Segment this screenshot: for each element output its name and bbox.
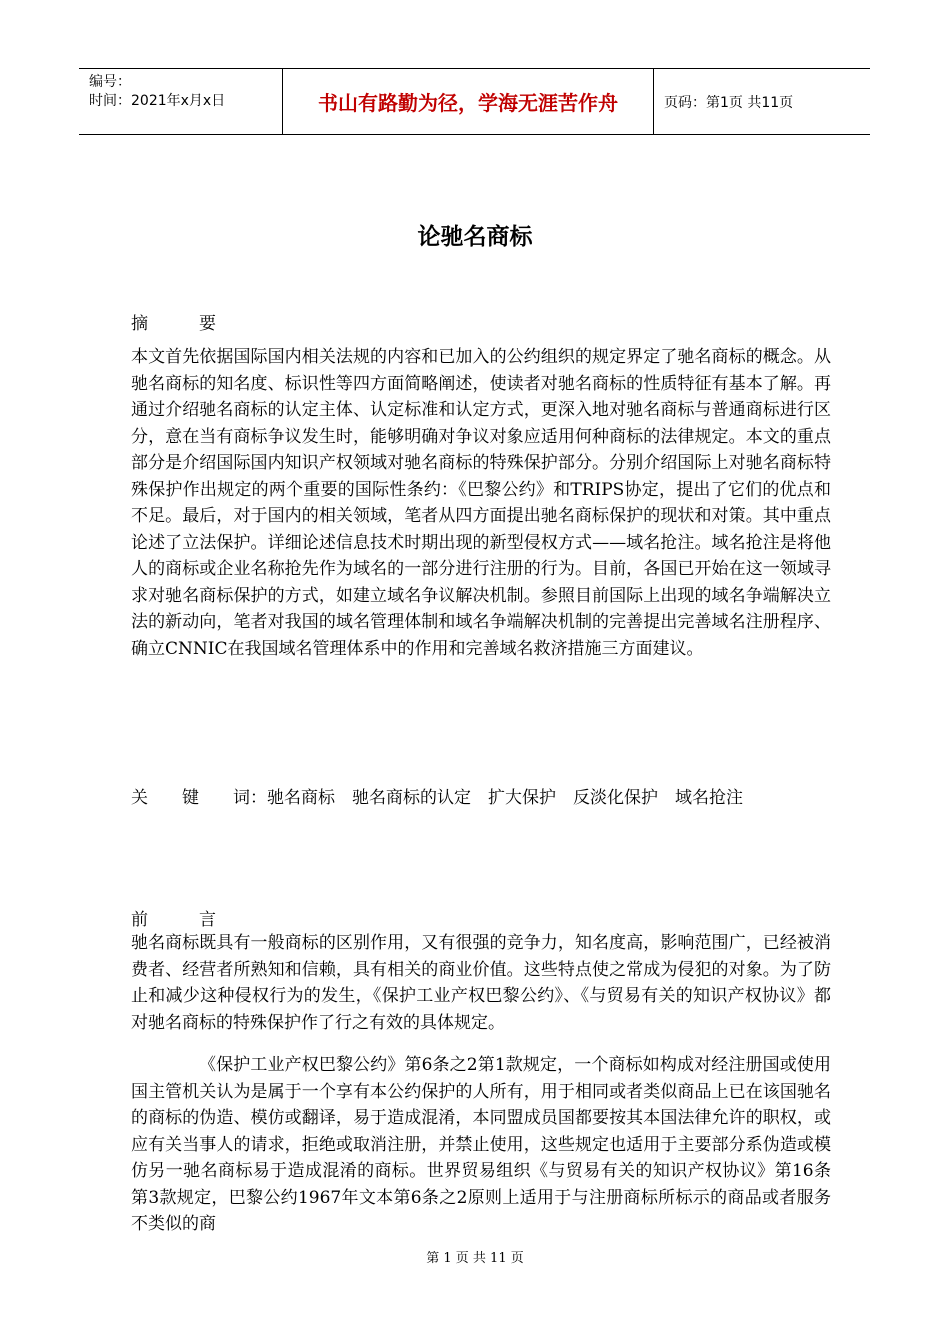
preface-paragraph-1: 驰名商标既具有一般商标的区别作用，又有很强的竞争力，知名度高，影响范围广，已经被消费者、经营者所熟知和信赖，具有相关的商业价值。这些特点使之常成为侵犯的对象。为了防止和减少这种侵权行为的发生，《保护工业产权巴黎公约》、《与贸易有关的知识产权协议》都对驰名商标的特殊保护作了行之有效的具体规定。 xyxy=(131,933,831,1033)
document-title: 论驰名商标 xyxy=(417,224,533,250)
header-page-info: 页码：第1页 共11页 xyxy=(664,94,794,111)
preface-paragraph-2: 《保护工业产权巴黎公约》第6条之2第1款规定，一个商标如构成对经注册国或使用国主管机关认为是属于一个享有本公约保护的人所有，用于相同或者类似商品上已在该国驰名的商标的伪造、模仿或翻译，易于造成混淆，本同盟成员国都要按其本国法律允许的职权，或应有关当事人的请求，拒绝或取消注册，并禁止使用，这些规定也适用于主要部分系伪造或模仿另一驰名商标易于造成混淆的商标。世界贸易组织《与贸易有关的知识产权协议》第16条第3款规定，巴黎公约1967年文本第6条之2原则上适用于与注册商标所标示的商品或者服务不类似的商 xyxy=(131,1055,831,1234)
abstract-text: 本文首先依据国际国内相关法规的内容和已加入的公约组织的规定界定了驰名商标的概念。从驰名商标的知名度、标识性等四方面简略阐述，使读者对驰名商标的性质特征有基本了解。再通过介绍驰名商标的认定主体、认定标准和认定方式，更深入地对驰名商标与普通商标进行区分，意在当有商标争议发生时，能够明确对争议对象应适用何种商标的法律规定。本文的重点部分是介绍国际国内知识产权领域对驰名商标的特殊保护部分。分别介绍国际上对驰名商标特殊保护作出规定的两个重要的国际性条约：《巴黎公约》和TRIPS协定，提出了它们的优点和不足。最后，对于国内的相关领域，笔者从四方面提出驰名商标保护的现状和对策。其中重点论述了立法保护。详细论述信息技术时期出现的新型侵权方式——域名抢注。域名抢注是将他人的商标或企业名称抢先作为域名的一部分进行注册的行为。目前，各国已开始在这一领域寻求对驰名商标保护的方式，如建立域名争议解决机制。参照目前国际上出现的域名争端解决立法的新动向，笔者对我国的域名管理体制和域名争端解决机制的完善提出完善域名注册程序、确立CNNIC在我国域名管理体系中的作用和完善域名救济措施三方面建议。 xyxy=(131,347,831,659)
header-table xyxy=(79,68,870,135)
keywords-line: 关 键 词：驰名商标 驰名商标的认定 扩大保护 反淡化保护 域名抢注 xyxy=(131,788,743,808)
page-footer: 第 1 页 共 11 页 xyxy=(426,1251,524,1266)
header-meta xyxy=(79,69,283,134)
preface-heading: 前 言 xyxy=(131,910,216,930)
abstract-heading: 摘 要 xyxy=(131,314,216,334)
number-label: 编号： xyxy=(89,74,131,90)
time-label: 时间：2021年x月x日 xyxy=(89,93,226,109)
header-motto: 书山有路勤为径，学海无涯苦作舟 xyxy=(283,69,654,134)
